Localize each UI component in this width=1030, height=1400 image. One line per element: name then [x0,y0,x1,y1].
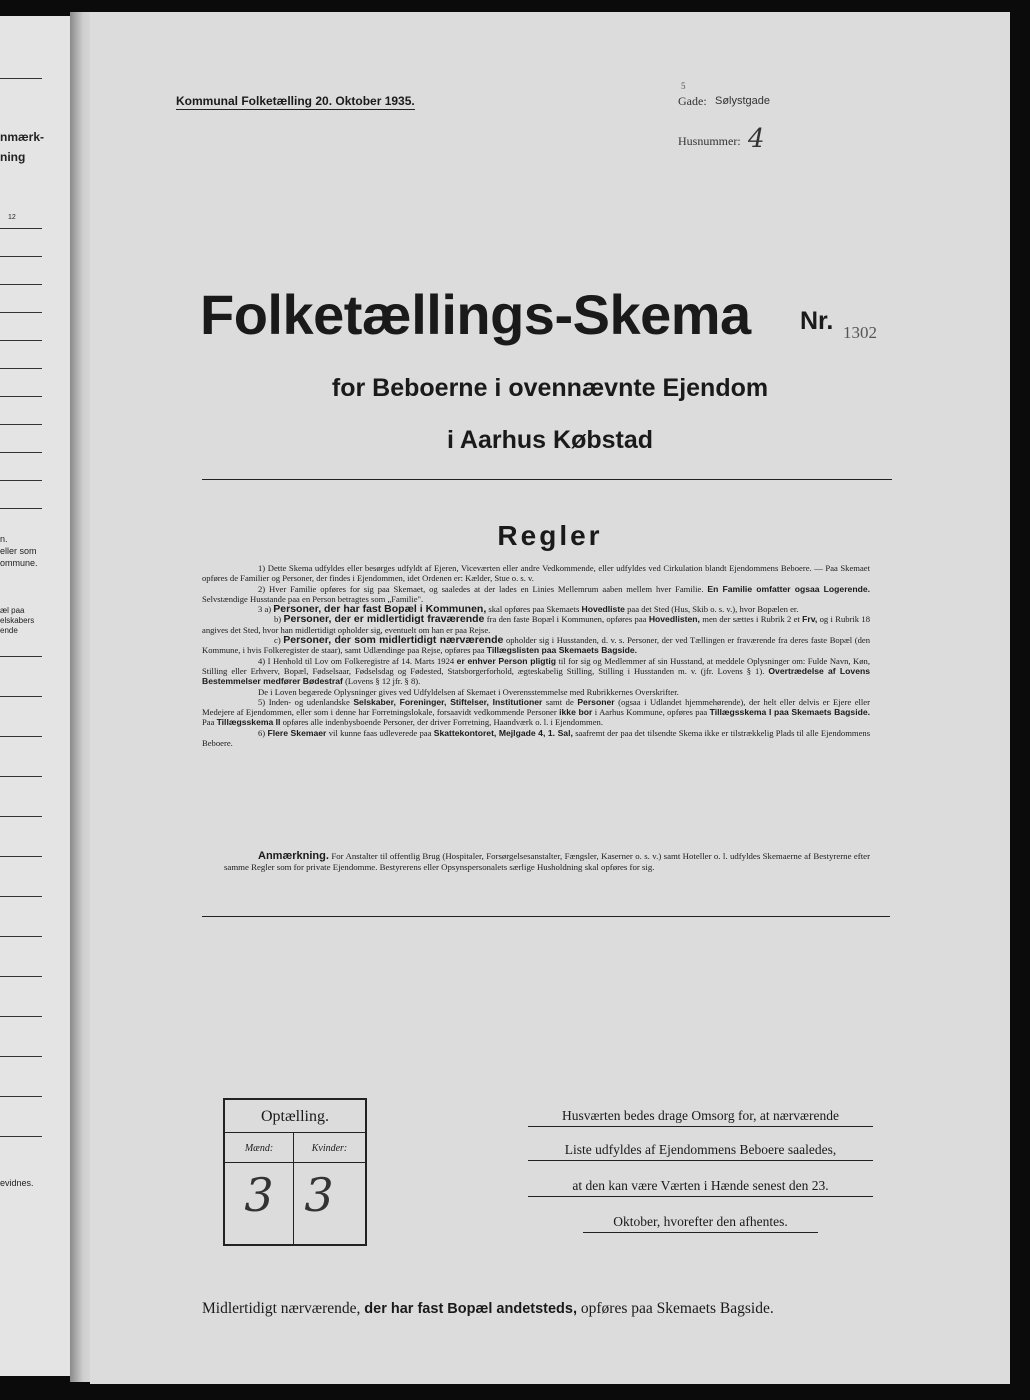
rule-text: Paa [202,717,215,728]
rule-bold: Tillægsskema II [216,717,281,728]
footer-text: Midlertidigt nærværende, [202,1300,361,1317]
left-rule [0,1136,42,1137]
rule-text: (ogsaa i Udlandet hjemmehørende), der helt eller delvis er Ejere eller Medejere af Ejendommen, eller som i denne har Forretningslokale, forsaavidt vedkommende Personer [202,696,870,718]
rule-1 [202,563,870,584]
rule-text: 5) Inden- og udenlandske [258,696,350,707]
rule-text: 2) Hver Familie opføres for sig paa Skemaet, og saaledes at der lades en Linies Mellemrum aaben mellem hver Familie. [258,583,704,594]
maend-label: Mænd: [244,1143,274,1154]
rule-text: skal opføres paa Skemaets [488,604,580,615]
left-fragment: elskabers [0,616,35,625]
left-rule [0,936,42,937]
rule-text: b) [274,614,282,625]
husnummer-value: 4 [748,124,765,154]
rule-bold: Frv, [802,614,818,625]
rule-text: saafremt der paa det tilsendte Skema ikke er tilstrækkelig Plads til alle Ejendommens Beboere. [202,727,871,749]
left-rule [0,312,42,313]
left-rule [0,1096,42,1097]
left-rule [0,256,42,257]
rule-text: til for sig og Medlemmer af sin Husstand, at meddele Oplysninger om: Fulde Navn, Køn, Stilling eller Erhverv, Bopæl, Fødselsaar, Fødselsdag og Fødested, Statsborgerforhold, ægteskabelig Stilling, Stilling i Husstanden m. v. (jfr. Lovens § 1). [202,655,870,676]
rule-text: men der sættes i Rubrik 2 et [702,614,800,625]
left-rule [0,228,42,229]
rule-text: i Aarhus Kommune, opføres paa [594,707,708,718]
rule-bold: er enhver Person pligtig [456,655,556,666]
rule-3c [202,635,870,656]
regler-text [202,563,870,748]
rule-2 [202,584,870,605]
left-rule [0,284,42,285]
rule-bold: Overtrædelse af Lovens Bestemmelser medfører Bødestraf [202,665,871,687]
optaelling-title: Optælling. [260,1108,329,1125]
kvinder-label: Kvinder: [311,1143,348,1154]
rule-bold: En Familie omfatter ogsaa Logerende. [707,583,870,594]
kvinder-count: 3 [304,1168,334,1222]
left-fragment: æl paa [0,606,25,615]
rule-bold: Hovedlisten, [648,614,700,625]
notice-line: Liste udfyldes af Ejendommens Beboere saaledes, [528,1142,873,1161]
nr-label: Nr. [800,307,834,335]
rule-bold: ikke bor [559,707,593,718]
rule-text: vil kunne faas udleverede paa [328,727,432,738]
rule-bold: Skattekontoret, Mejlgade 4, 1. Sal, [433,727,573,738]
left-fragment: n. [0,534,8,544]
left-rule [0,696,42,697]
rule-text: samt de [545,696,574,707]
left-rule [0,396,42,397]
rule-text: Selvstændige Husstande paa en Person betragtes som „Familie". [202,593,424,604]
book-gutter [70,12,92,1382]
rule-text: 6) [258,727,266,738]
census-title: Kommunal Folketælling 20. Oktober 1935. [176,94,415,108]
anmaerkning-text: For Anstalter til offentlig Brug (Hospitaler, Forsørgelsesanstalter, Fængsler, Kaserner o. s. v.) samt Hoteller o. l. udfyldes Skemaerne af Bestyrerne efter samme Regler som for private Ejendomme. Bestyrerens eller Opsynspersonalets særlige Husholdning skal opføres for sig. [224,851,871,872]
left-rule [0,508,42,509]
rule-text: og i Rubrik 18 angives det Sted, hvor han midlertidigt opholder sig, eventuelt om han er paa Rejse. [202,614,871,635]
rule-bold: Personer [577,696,615,707]
left-rule [0,452,42,453]
rule-bold: Selskaber, Foreninger, Stiftelser, Institutioner [353,696,543,707]
left-rule [0,1016,42,1017]
left-rule [0,816,42,817]
rule-text: opholder sig i Husstanden, d. v. s. Personer, der ved Tællingen er fraværende fra deres faste Bopæl (den Kommune, i hvis Folkeregister de staar), samt Udlændinge paa Rejse, opføres paa [202,635,871,656]
footer-note [202,1300,880,1318]
left-rule [0,368,42,369]
rule-bold: Hovedliste [581,604,625,615]
anmaerkning-label: Anmærkning. [258,850,329,862]
rule-6 [202,728,870,749]
notice-line: at den kan være Værten i Hænde senest den 23. [528,1178,873,1197]
rule-bold: Personer, der er midlertidigt fraværende [283,613,485,626]
rule-text: fra den faste Bopæl i Kommunen, opføres paa [486,614,647,625]
left-fragment: nmærk- [0,130,45,144]
anmaerkning-divider [202,916,890,917]
title-divider [202,479,892,480]
left-facing-page [0,16,71,1376]
optaelling-box [223,1098,367,1246]
left-rule [0,856,42,857]
rule-4-note [202,687,870,697]
left-rule [0,480,42,481]
gade-value: Sølystgade [715,95,771,107]
regler-heading: Regler [497,520,603,551]
left-fragment: ning [0,150,26,164]
nr-value: 1302 [843,323,877,342]
left-rule [0,656,42,657]
footer-text: opføres paa Skemaets Bagside. [580,1300,774,1317]
footer-bold: der har fast Bopæl andetsteds, [364,1301,578,1317]
rule-text: opføres alle indenbysboende Personer, der driver Forretning, Haandværk o. l. i Ejendommen. [282,717,604,728]
rule-text: c) [274,635,281,646]
gade-label: Gade: [678,94,707,108]
rule-bold: Personer, der har fast Bopæl i Kommunen, [273,603,487,616]
left-rule [0,776,42,777]
rule-bold: Personer, der som midlertidigt nærværende [283,634,504,647]
left-rule [0,1056,42,1057]
notice-line: Oktober, hvorefter den afhentes. [583,1214,818,1233]
rule-text: 1) Dette Skema udfyldes eller besørges udfyldt af Ejeren, Viceværten eller andre Vedkommende, eller udfyldes ved Cirkulation blandt Ejendommens Beboere. — Paa Skemaet opføres de Familier og Personer, der findes i Ejendommen, idet Ordenen er: Kælder, Stue o. s. v. [202,563,870,584]
rule-bold: Flere Skemaer [267,727,327,738]
small-mark: 5 [681,81,686,91]
rule-3b [202,614,870,635]
left-rule [0,78,42,79]
rule-text: 4) I Henhold til Lov om Folkeregistre af 14. Marts 1924 [258,655,455,666]
left-rule [0,976,42,977]
rule-text: paa det Sted (Hus, Skib o. s. v.), hvor Bopælen er. [627,604,799,615]
box-divider [225,1162,365,1163]
form-title: Folketællings-Skema [200,283,751,346]
left-fragment: 12 [8,214,16,221]
left-fragment: ende [0,626,18,635]
left-rule [0,424,42,425]
form-location: i Aarhus Købstad [446,426,654,454]
left-fragment: eller som [0,546,37,556]
anmaerkning-note [224,851,870,873]
rule-text: De i Loven begærede Oplysninger gives ved Udfyldelsen af Skemaet i Overensstemmelse med Rubrikkernes Overskrifter. [258,686,679,697]
left-fragment: ommune. [0,558,38,568]
rule-text: (Lovens § 12 jfr. § 8). [345,676,421,687]
rule-bold: Tillægslisten paa Skemaets Bagside. [486,645,638,656]
left-rule [0,340,42,341]
left-rule [0,736,42,737]
notice-line: Husværten bedes drage Omsorg for, at nærværende [528,1108,873,1127]
husnummer-label: Husnummer: [678,134,741,148]
rule-5 [202,697,870,728]
rule-4 [202,656,870,687]
rule-bold: Tillægsskema I paa Skemaets Bagside. [709,707,870,718]
left-fragment: evidnes. [0,1178,34,1188]
rule-text: 3 a) [258,604,272,615]
form-subtitle: for Beboerne i ovennævnte Ejendom [331,374,769,402]
maend-count: 3 [244,1168,274,1222]
box-divider [225,1132,365,1133]
left-rule [0,896,42,897]
